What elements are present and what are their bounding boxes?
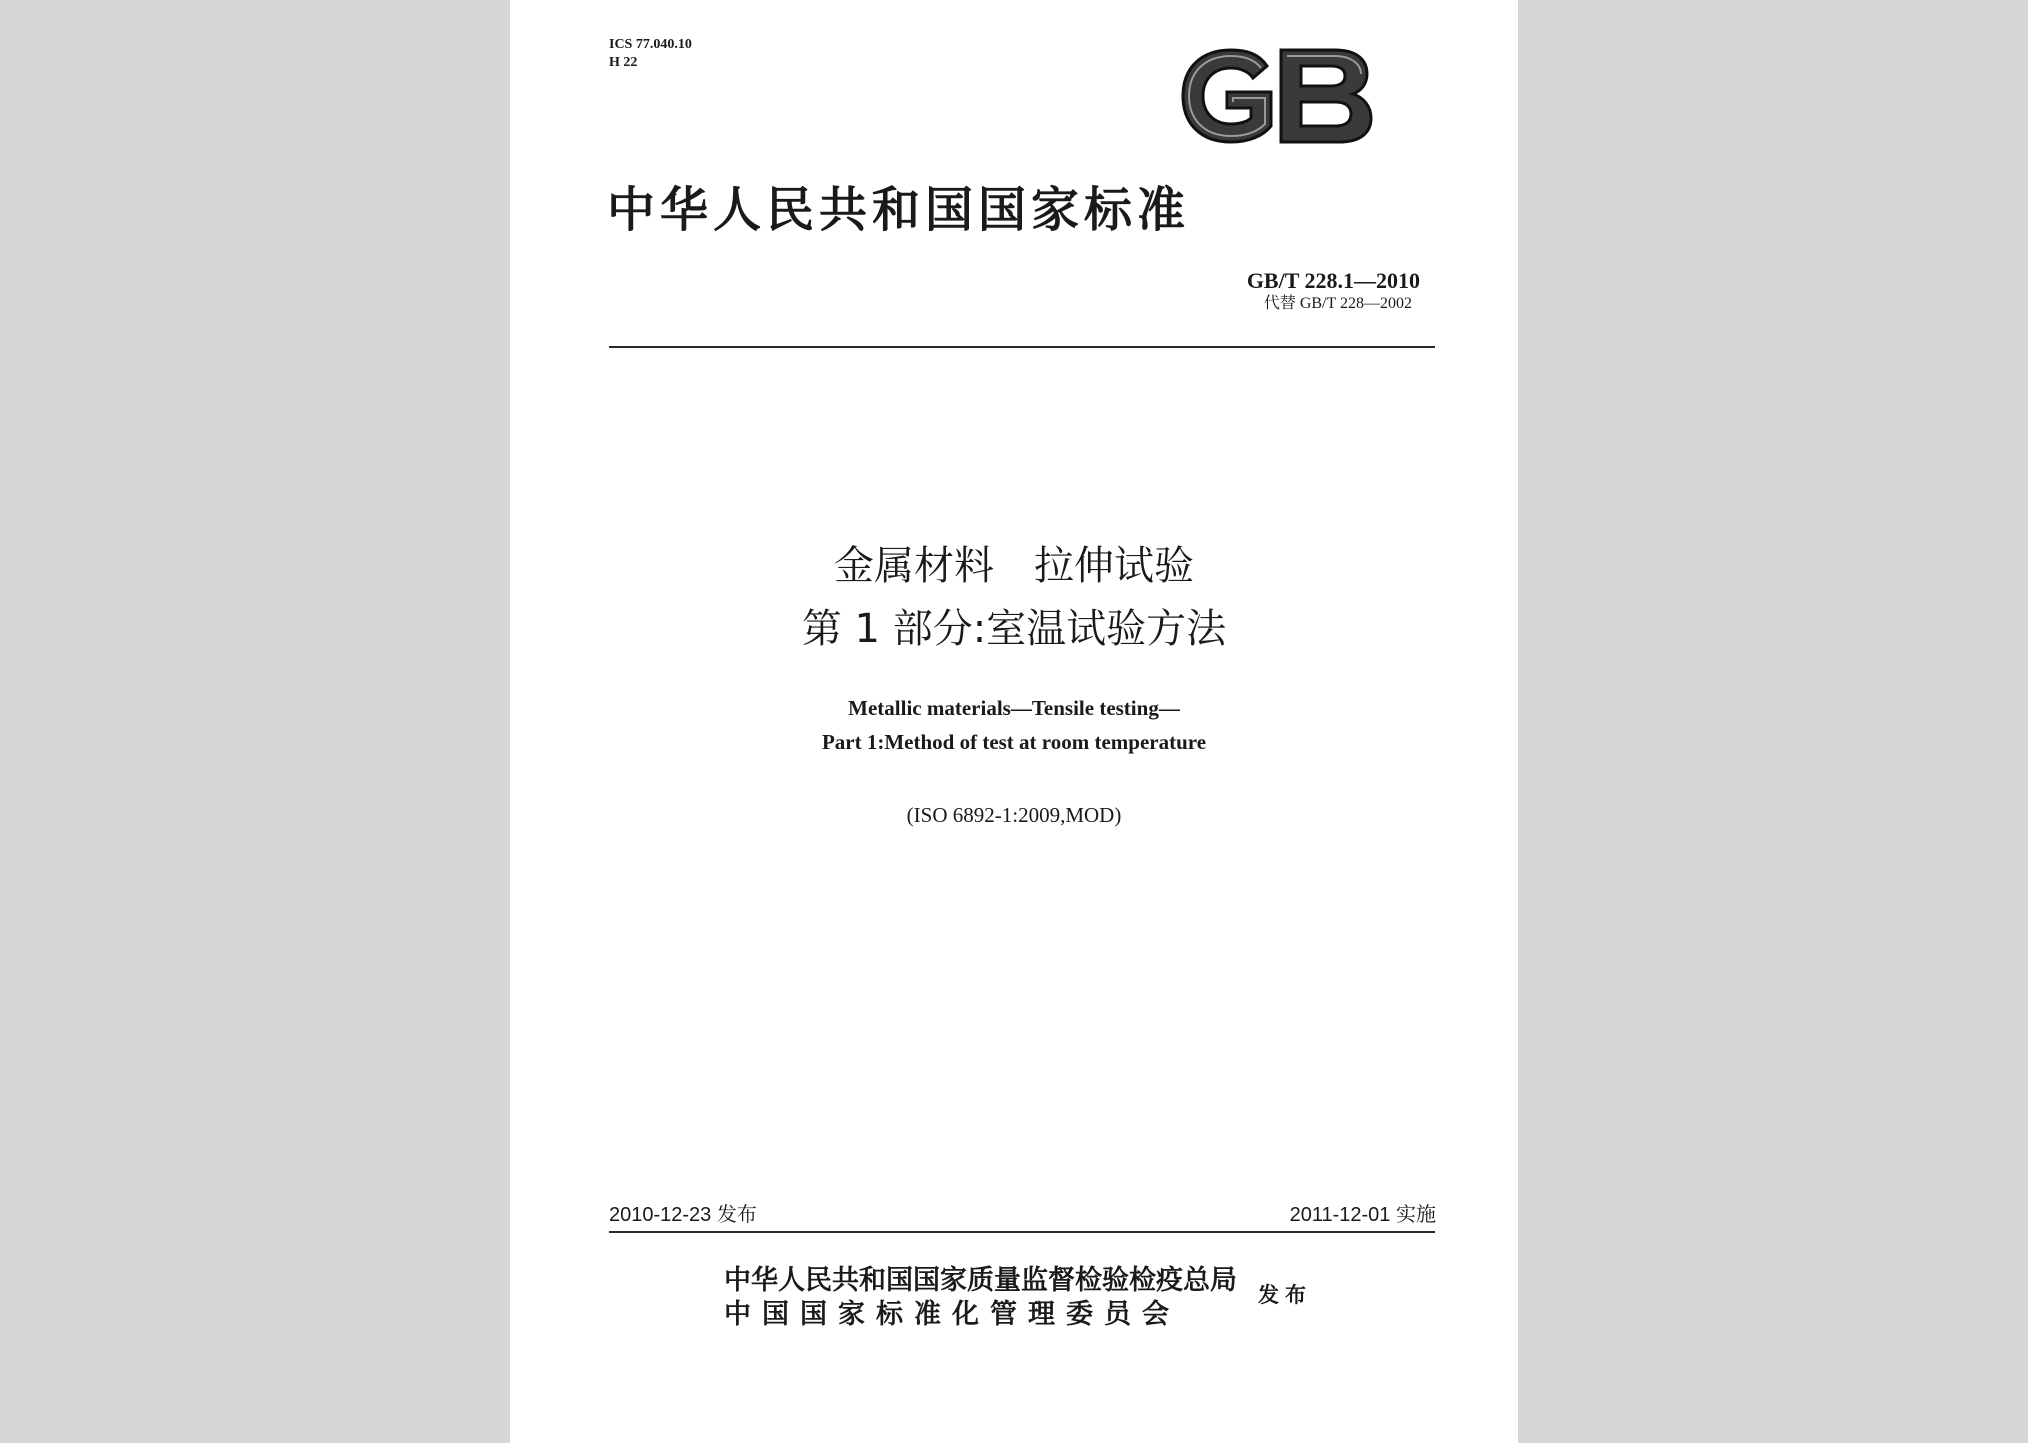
bottom-divider xyxy=(609,1231,1435,1233)
chinese-title-line-2: 第 1 部分:室温试验方法 xyxy=(801,606,1227,652)
english-title-line-2: Part 1:Method of test at room temperature xyxy=(821,730,1207,754)
gb-logo xyxy=(1175,44,1375,148)
issuer-line-2: 中国国家标准化管理委员会 xyxy=(724,1299,1180,1330)
document-page xyxy=(510,0,1518,1443)
publish-label: 发布 xyxy=(1258,1282,1312,1307)
issue-date: 2010-12-23 发布 xyxy=(609,1204,757,1226)
replaced-standard: 代替 GB/T 228—2002 xyxy=(1263,295,1412,312)
ics-code: ICS 77.040.10 xyxy=(609,37,692,52)
chinese-title-line-1: 金属材料 拉伸试验 xyxy=(834,543,1194,589)
implementation-date: 2011-12-01 实施 xyxy=(1289,1204,1436,1226)
english-title-line-1: Metallic materials—Tensile testing— xyxy=(848,696,1180,720)
iso-reference: (ISO 6892-1:2009,MOD) xyxy=(906,803,1122,827)
standard-number: GB/T 228.1—2010 xyxy=(1246,268,1420,293)
classification-codes xyxy=(609,36,692,72)
national-standard-title: 中华人民共和国国家标准 xyxy=(607,182,1191,238)
ccs-code: H 22 xyxy=(609,55,638,70)
top-divider xyxy=(609,346,1435,348)
issuer-line-1: 中华人民共和国国家质量监督检验检疫总局 xyxy=(724,1265,1237,1296)
